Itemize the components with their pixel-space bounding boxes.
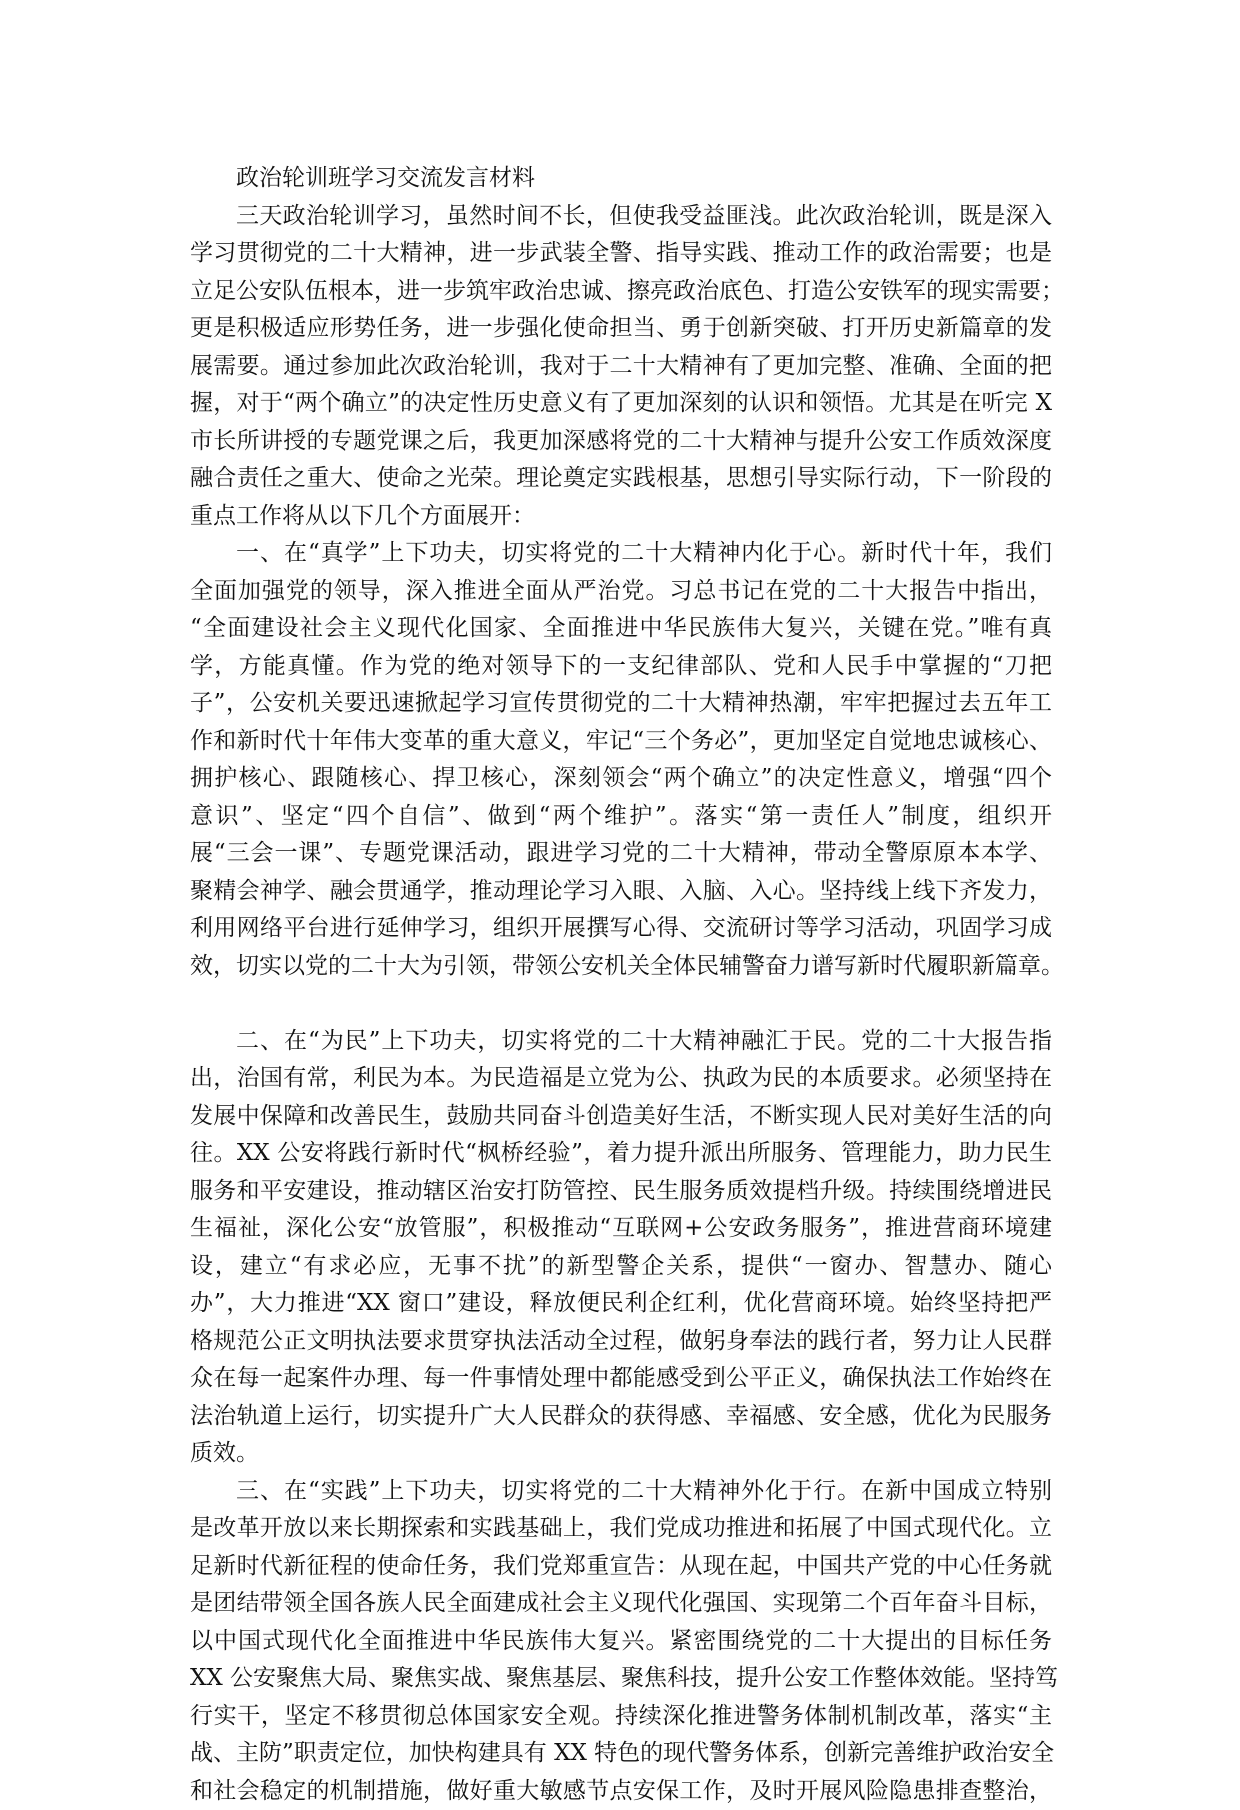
paragraph-spacer [190, 985, 1052, 1023]
paragraph-line: 三天政治轮训学习，虽然时间不长，但使我受益匪浅。此次政治轮训，既是深入 [190, 198, 1052, 236]
paragraph-line: 行实干，坚定不移贯彻总体国家安全观。持续深化推进警务体制机制改革，落实“主 [190, 1698, 1052, 1736]
paragraph-line: 三、在“实践”上下功夫，切实将党的二十大精神外化于行。在新中国成立特别 [190, 1473, 1052, 1511]
paragraph-line: 发展中保障和改善民生，鼓励共同奋斗创造美好生活，不断实现人民对美好生活的向 [190, 1098, 1052, 1136]
paragraph-line: 学，方能真懂。作为党的绝对领导下的一支纪律部队、党和人民手中掌握的“刀把 [190, 648, 1052, 686]
paragraph-line: 更是积极适应形势任务，进一步强化使命担当、勇于创新突破、打开历史新篇章的发 [190, 310, 1052, 348]
paragraph-line: 是团结带领全国各族人民全面建成社会主义现代化强国、实现第二个百年奋斗目标， [190, 1585, 1052, 1623]
paragraph-line: 子”，公安机关要迅速掀起学习宣传贯彻党的二十大精神热潮，牢牢把握过去五年工 [190, 685, 1052, 723]
paragraph-line: 展“三会一课”、专题党课活动，跟进学习党的二十大精神，带动全警原原本本学、 [190, 835, 1052, 873]
paragraph-line: 利用网络平台进行延伸学习，组织开展撰写心得、交流研讨等学习活动，巩固学习成 [190, 910, 1052, 948]
paragraph-line: 重点工作将从以下几个方面展开： [190, 498, 1052, 536]
paragraph-line: 服务和平安建设，推动辖区治安打防管控、民生服务质效提档升级。持续围绕增进民 [190, 1173, 1052, 1211]
paragraph-line: 战、主防”职责定位，加快构建具有 XX 特色的现代警务体系，创新完善维护政治安全 [190, 1735, 1052, 1773]
paragraph-line: 融合责任之重大、使命之光荣。理论奠定实践根基，思想引导实际行动，下一阶段的 [190, 460, 1052, 498]
paragraph-line: 拥护核心、跟随核心、捍卫核心，深刻领会“两个确立”的决定性意义，增强“四个 [190, 760, 1052, 798]
paragraph-line: 以中国式现代化全面推进中华民族伟大复兴。紧密围绕党的二十大提出的目标任务 [190, 1623, 1052, 1661]
paragraph-line: 展需要。通过参加此次政治轮训，我对于二十大精神有了更加完整、准确、全面的把 [190, 348, 1052, 386]
paragraph-section-three [190, 1473, 1052, 1810]
paragraph-line: 出，治国有常，利民为本。为民造福是立党为公、执政为民的本质要求。必须坚持在 [190, 1060, 1052, 1098]
paragraph-line: 立足公安队伍根本，进一步筑牢政治忠诚、擦亮政治底色、打造公安铁军的现实需要； [190, 273, 1052, 311]
paragraph-line: 设，建立“有求必应，无事不扰”的新型警企关系，提供“一窗办、智慧办、随心 [190, 1248, 1052, 1286]
paragraph-line: 质效。 [190, 1435, 1052, 1473]
paragraph-line: 往。XX 公安将践行新时代“枫桥经验”，着力提升派出所服务、管理能力，助力民生 [190, 1135, 1052, 1173]
paragraph-line: 二、在“为民”上下功夫，切实将党的二十大精神融汇于民。党的二十大报告指 [190, 1023, 1052, 1061]
paragraph-line: 效，切实以党的二十大为引领，带领公安机关全体民辅警奋力谱写新时代履职新篇章。 [190, 948, 1052, 986]
paragraph-line: 握，对于“两个确立”的决定性历史意义有了更加深刻的认识和领悟。尤其是在听完 X [190, 385, 1052, 423]
paragraph-section-two [190, 1023, 1052, 1473]
paragraph-line: 学习贯彻党的二十大精神，进一步武装全警、指导实践、推动工作的政治需要；也是 [190, 235, 1052, 273]
paragraph-line: 格规范公正文明执法要求贯穿执法活动全过程，做躬身奉法的践行者，努力让人民群 [190, 1323, 1052, 1361]
paragraph-line: XX 公安聚焦大局、聚焦实战、聚焦基层、聚焦科技，提升公安工作整体效能。坚持笃 [190, 1660, 1052, 1698]
paragraph-intro [190, 198, 1052, 536]
document-page [190, 160, 1052, 1810]
paragraph-line: 是改革开放以来长期探索和实践基础上，我们党成功推进和拓展了中国式现代化。立 [190, 1510, 1052, 1548]
paragraph-line: 全面加强党的领导，深入推进全面从严治党。习总书记在党的二十大报告中指出， [190, 573, 1052, 611]
paragraph-line: 聚精会神学、融会贯通学，推动理论学习入眼、入脑、入心。坚持线上线下齐发力， [190, 873, 1052, 911]
paragraph-line: 法治轨道上运行，切实提升广大人民群众的获得感、幸福感、安全感，优化为民服务 [190, 1398, 1052, 1436]
paragraph-line: “全面建设社会主义现代化国家、全面推进中华民族伟大复兴，关键在党。”唯有真 [190, 610, 1052, 648]
paragraph-section-one [190, 535, 1052, 985]
paragraph-line: 众在每一起案件办理、每一件事情处理中都能感受到公平正义，确保执法工作始终在 [190, 1360, 1052, 1398]
paragraph-line: 足新时代新征程的使命任务，我们党郑重宣告：从现在起，中国共产党的中心任务就 [190, 1548, 1052, 1586]
paragraph-line: 一、在“真学”上下功夫，切实将党的二十大精神内化于心。新时代十年，我们 [190, 535, 1052, 573]
paragraph-line: 和社会稳定的机制措施，做好重大敏感节点安保工作，及时开展风险隐患排查整治， [190, 1773, 1052, 1810]
paragraph-line: 市长所讲授的专题党课之后，我更加深感将党的二十大精神与提升公安工作质效深度 [190, 423, 1052, 461]
paragraph-line: 作和新时代十年伟大变革的重大意义，牢记“三个务必”，更加坚定自觉地忠诚核心、 [190, 723, 1052, 761]
paragraph-line: 办”，大力推进“XX 窗口”建设，释放便民利企红利，优化营商环境。始终坚持把严 [190, 1285, 1052, 1323]
paragraph-line: 生福祉，深化公安“放管服”，积极推动“互联网+公安政务服务”，推进营商环境建 [190, 1210, 1052, 1248]
paragraph-line: 意识”、坚定“四个自信”、做到“两个维护”。落实“第一责任人”制度，组织开 [190, 798, 1052, 836]
document-title: 政治轮训班学习交流发言材料 [190, 160, 1052, 198]
